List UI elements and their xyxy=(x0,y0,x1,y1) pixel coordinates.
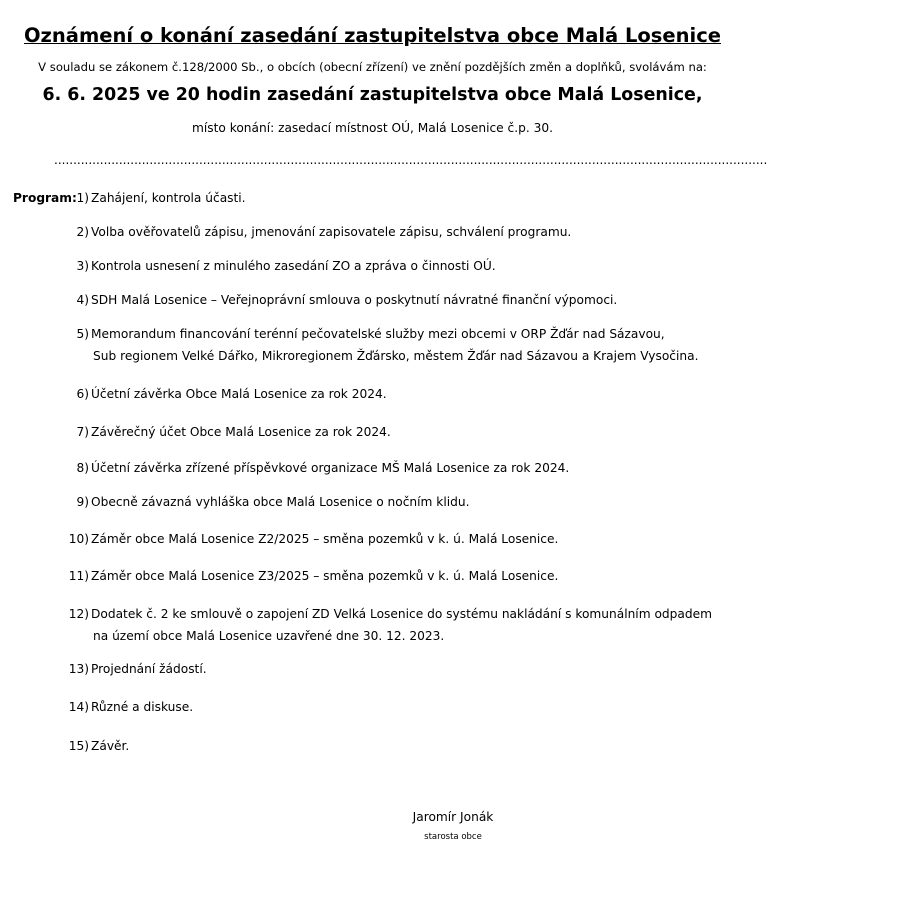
item-number: 4) xyxy=(76,293,89,307)
item-text: Účetní závěrka Obce Malá Losenice za rok 2024. xyxy=(91,387,387,401)
item-text: Závěrečný účet Obce Malá Losenice za rok 2024. xyxy=(91,425,391,439)
item-text: SDH Malá Losenice – Veřejnoprávní smlouva o poskytnutí návratné finanční výpomoci. xyxy=(91,293,618,307)
signature-name: Jaromír Jonák xyxy=(412,810,494,824)
item-text: Obecně závazná vyhláška obce Malá Losenice o nočním klidu. xyxy=(91,495,470,509)
item-number: 13) xyxy=(68,662,89,676)
item-text-continued: na území obce Malá Losenice uzavřené dne 30. 12. 2023. xyxy=(93,629,445,643)
item-number: 14) xyxy=(68,700,89,714)
meeting-headline: 6. 6. 2025 ve 20 hodin zasedání zastupitelstva obce Malá Losenice, xyxy=(42,85,703,105)
item-number: 6) xyxy=(76,387,89,401)
intro-text: V souladu se zákonem č.128/2000 Sb., o obcích (obecní zřízení) ve znění pozdějších změn a doplňků, svolávám na: xyxy=(38,60,707,74)
item-text: Různé a diskuse. xyxy=(91,700,194,714)
item-number: 2) xyxy=(76,225,89,239)
dotted-separator: ........................................................................................................................................................................................... xyxy=(54,153,768,167)
meeting-venue: místo konání: zasedací místnost OÚ, Malá Losenice č.p. 30. xyxy=(191,121,553,135)
page-title: Oznámení o konání zasedání zastupitelstva obce Malá Losenice xyxy=(23,24,721,47)
item-text: Záměr obce Malá Losenice Z2/2025 – směna pozemků v k. ú. Malá Losenice. xyxy=(91,532,559,546)
item-text: Dodatek č. 2 ke smlouvě o zapojení ZD Velká Losenice do systému nakládání s komunálním odpadem xyxy=(91,607,712,621)
item-text: Závěr. xyxy=(91,739,130,753)
item-text: Kontrola usnesení z minulého zasedání ZO a zpráva o činnosti OÚ. xyxy=(91,259,496,273)
item-text-continued: Sub regionem Velké Dářko, Mikroregionem Žďársko, městem Žďár nad Sázavou a Krajem Vysočina. xyxy=(93,349,699,363)
item-text: Účetní závěrka zřízené příspěvkové organizace MŠ Malá Losenice za rok 2024. xyxy=(91,461,570,475)
item-number: 5) xyxy=(76,327,89,341)
program-label: Program: xyxy=(13,191,77,205)
item-number: 1) xyxy=(76,191,89,205)
item-text: Projednání žádostí. xyxy=(91,662,207,676)
item-number: 12) xyxy=(68,607,89,621)
item-number: 8) xyxy=(76,461,89,475)
item-text: Memorandum financování terénní pečovatelské služby mezi obcemi v ORP Žďár nad Sázavou, xyxy=(91,327,665,341)
item-text: Záměr obce Malá Losenice Z3/2025 – směna pozemků v k. ú. Malá Losenice. xyxy=(91,569,559,583)
signature-role: starosta obce xyxy=(424,832,482,842)
item-number: 15) xyxy=(68,739,89,753)
item-number: 10) xyxy=(68,532,89,546)
item-number: 7) xyxy=(76,425,89,439)
item-text: Zahájení, kontrola účasti. xyxy=(91,191,246,205)
item-number: 3) xyxy=(76,259,89,273)
item-number: 9) xyxy=(76,495,89,509)
item-number: 11) xyxy=(68,569,89,583)
item-text: Volba ověřovatelů zápisu, jmenování zapisovatele zápisu, schválení programu. xyxy=(91,225,572,239)
